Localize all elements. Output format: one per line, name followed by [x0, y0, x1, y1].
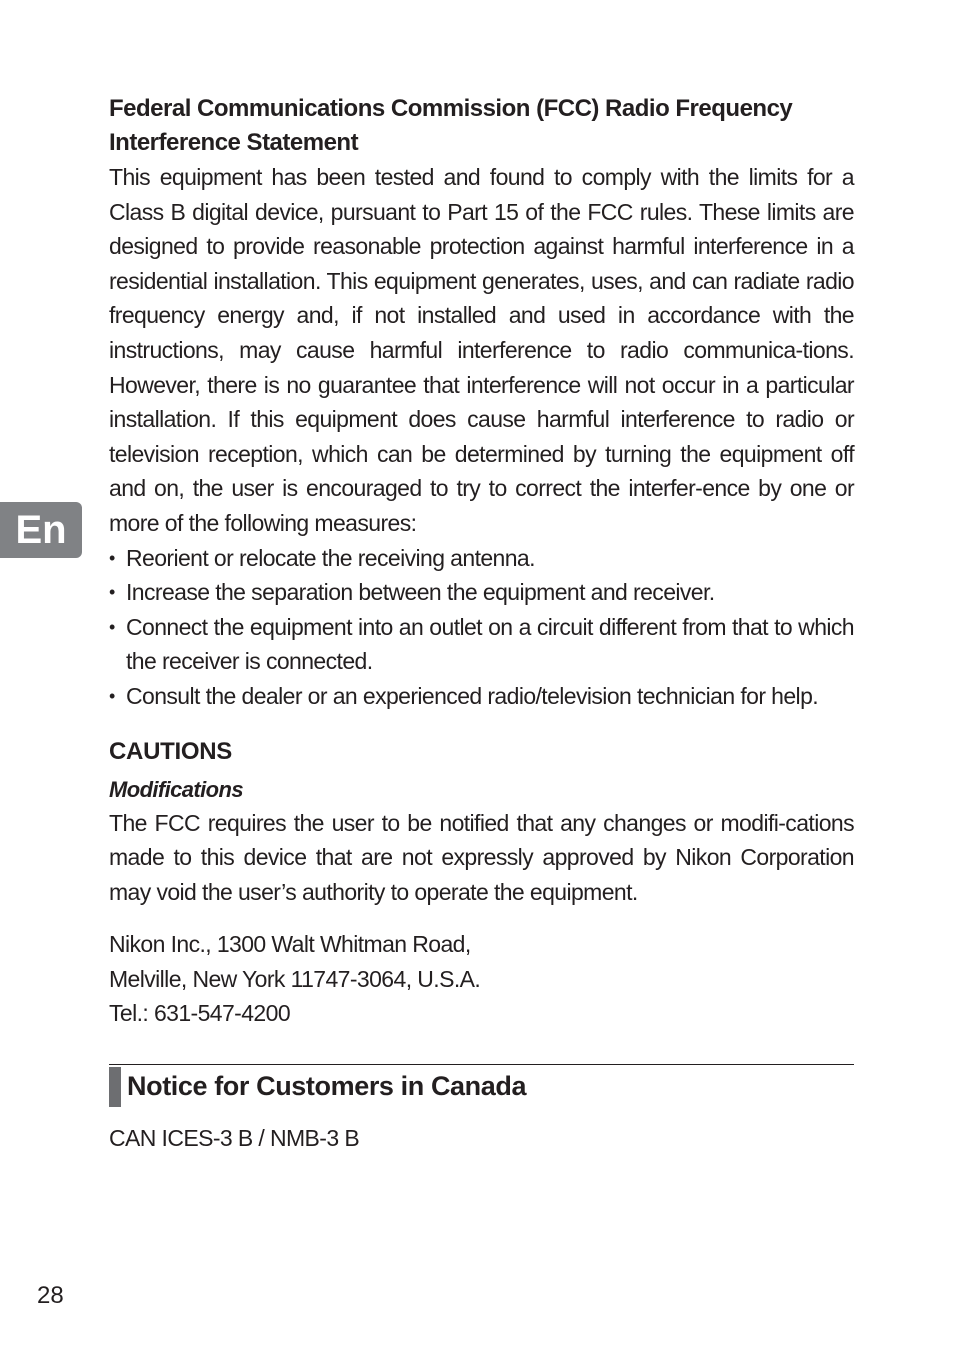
bullet-icon: • — [109, 582, 115, 603]
canada-heading-title: Notice for Customers in Canada — [127, 1071, 527, 1101]
heading-bar — [109, 1067, 121, 1107]
fcc-title-line-1: Federal Communications Commission (FCC) Radio Frequency — [109, 95, 793, 122]
company-address — [109, 927, 854, 1031]
modifications-subtitle: Modifications — [109, 776, 243, 802]
fcc-statement-title — [109, 92, 854, 160]
address-phone: Tel.: 631-547-4200 — [109, 1000, 291, 1027]
fcc-statement-paragraph: This equipment has been tested and found to comply with the limits for a Class B digital device, pursuant to Part 15 of the FCC rules. These limits are designed to provide reasonable protection against harmful interference in a residential installation. This equipment generates, uses, and can radiate radio frequency energy and, if not installed and used in accordance with the instructions, may cause harmful interference to radio communica-tions. However, there is no guarantee that interference will not occur in a particular installation. If this equipment does cause harmful interference to radio or television reception, which can be determined by turning the equipment off and on, the user is encouraged to try to correct the interfer-ence by one or more of the following measures: — [109, 164, 854, 536]
list-item-text: Consult the dealer or an experienced radio/television technician for help. — [126, 682, 819, 709]
page-number: 28 — [37, 1282, 64, 1309]
modifications-paragraph: The FCC requires the user to be notified that any changes or modifi-cations made to this device that are not expressly approved by Nikon Corporation may void the user’s authority to operate the equipment. — [109, 809, 854, 905]
main-content — [109, 92, 854, 1031]
bullet-icon: • — [109, 685, 115, 706]
canada-compliance-code: CAN ICES-3 B / NMB-3 B — [109, 1125, 360, 1151]
list-item — [109, 541, 854, 576]
list-item — [109, 575, 854, 610]
list-item — [109, 610, 854, 679]
language-tab: En — [0, 502, 82, 558]
fcc-title-line-2: Interference Statement — [109, 129, 359, 156]
cautions-title: CAUTIONS — [109, 737, 232, 765]
fcc-measures-list — [109, 541, 854, 714]
bullet-icon: • — [109, 547, 115, 568]
list-item-text: Increase the separation between the equipment and receiver. — [126, 579, 715, 606]
address-line-1: Nikon Inc., 1300 Walt Whitman Road, — [109, 931, 471, 958]
address-line-2: Melville, New York 11747-3064, U.S.A. — [109, 965, 481, 992]
list-item-text: Reorient or relocate the receiving antenna. — [126, 544, 535, 571]
bullet-icon: • — [109, 616, 115, 637]
list-item-text: Connect the equipment into an outlet on a circuit different from that to which the receiver is connected. — [126, 613, 854, 675]
canada-section-heading — [109, 1064, 854, 1107]
list-item — [109, 679, 854, 714]
